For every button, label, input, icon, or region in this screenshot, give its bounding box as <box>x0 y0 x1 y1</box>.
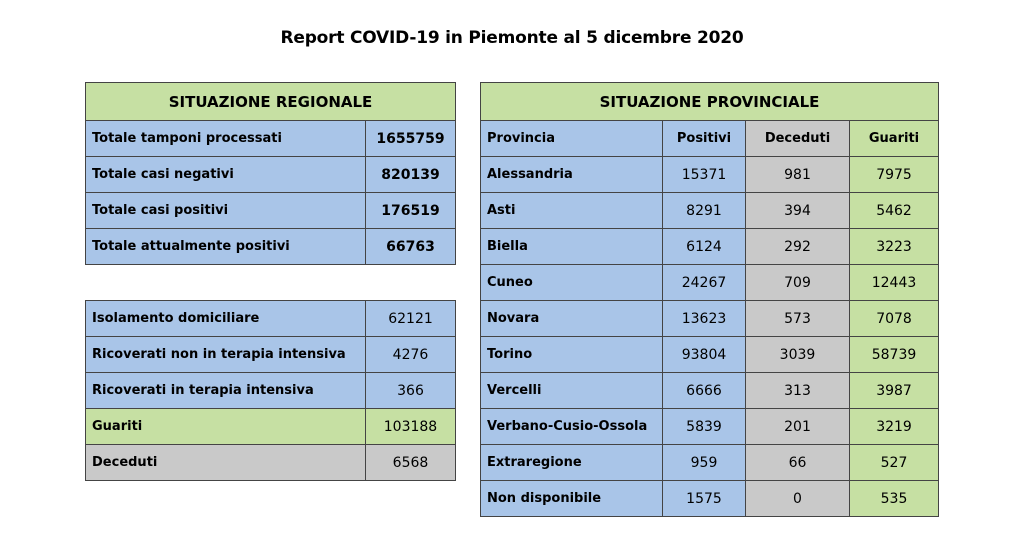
deceduti-value: 981 <box>746 157 850 193</box>
table-row <box>86 373 456 409</box>
breakdown-table <box>85 300 456 481</box>
positivi-value: 6666 <box>663 373 746 409</box>
column-header-provincia: Provincia <box>481 121 663 157</box>
guariti-value: 3987 <box>850 373 939 409</box>
positivi-value: 8291 <box>663 193 746 229</box>
regional-value: 66763 <box>366 229 456 265</box>
regional-value: 1655759 <box>366 121 456 157</box>
table-row <box>86 157 456 193</box>
guariti-value: 7975 <box>850 157 939 193</box>
guariti-value: 535 <box>850 481 939 517</box>
table-row <box>86 337 456 373</box>
regional-label: Totale attualmente positivi <box>86 229 366 265</box>
positivi-value: 13623 <box>663 301 746 337</box>
regional-value: 820139 <box>366 157 456 193</box>
province-name: Verbano-Cusio-Ossola <box>481 409 663 445</box>
breakdown-value: 6568 <box>366 445 456 481</box>
deceduti-value: 0 <box>746 481 850 517</box>
provincial-table <box>480 82 939 517</box>
table-row <box>86 301 456 337</box>
breakdown-value: 366 <box>366 373 456 409</box>
deceduti-value: 313 <box>746 373 850 409</box>
guariti-value: 7078 <box>850 301 939 337</box>
guariti-value: 12443 <box>850 265 939 301</box>
guariti-value: 527 <box>850 445 939 481</box>
regional-label: Totale casi positivi <box>86 193 366 229</box>
breakdown-value: 62121 <box>366 301 456 337</box>
positivi-value: 24267 <box>663 265 746 301</box>
table-row <box>481 337 939 373</box>
deceduti-value: 573 <box>746 301 850 337</box>
deceduti-value: 201 <box>746 409 850 445</box>
positivi-value: 6124 <box>663 229 746 265</box>
province-name: Torino <box>481 337 663 373</box>
positivi-value: 15371 <box>663 157 746 193</box>
regional-label: Totale tamponi processati <box>86 121 366 157</box>
deceduti-value: 3039 <box>746 337 850 373</box>
table-row <box>86 409 456 445</box>
table-row <box>86 445 456 481</box>
breakdown-label: Deceduti <box>86 445 366 481</box>
positivi-value: 959 <box>663 445 746 481</box>
guariti-value: 3223 <box>850 229 939 265</box>
table-row <box>86 229 456 265</box>
provincial-header: SITUAZIONE PROVINCIALE <box>481 83 939 121</box>
column-header-positivi: Positivi <box>663 121 746 157</box>
positivi-value: 93804 <box>663 337 746 373</box>
province-name: Extraregione <box>481 445 663 481</box>
table-row <box>481 373 939 409</box>
province-name: Cuneo <box>481 265 663 301</box>
table-row <box>481 301 939 337</box>
report-title: Report COVID-19 in Piemonte al 5 dicembre 2020 <box>280 28 744 48</box>
table-row <box>86 121 456 157</box>
breakdown-label: Ricoverati in terapia intensiva <box>86 373 366 409</box>
breakdown-label: Guariti <box>86 409 366 445</box>
regional-summary-table <box>85 82 456 265</box>
deceduti-value: 394 <box>746 193 850 229</box>
table-row <box>481 229 939 265</box>
positivi-value: 5839 <box>663 409 746 445</box>
guariti-value: 3219 <box>850 409 939 445</box>
table-row <box>481 157 939 193</box>
regional-value: 176519 <box>366 193 456 229</box>
deceduti-value: 66 <box>746 445 850 481</box>
table-header-row <box>481 121 939 157</box>
table-row <box>481 265 939 301</box>
guariti-value: 58739 <box>850 337 939 373</box>
province-name: Biella <box>481 229 663 265</box>
regional-label: Totale casi negativi <box>86 157 366 193</box>
regional-header: SITUAZIONE REGIONALE <box>86 83 456 121</box>
province-name: Novara <box>481 301 663 337</box>
table-row <box>481 409 939 445</box>
column-header-deceduti: Deceduti <box>746 121 850 157</box>
deceduti-value: 292 <box>746 229 850 265</box>
province-name: Non disponibile <box>481 481 663 517</box>
province-name: Vercelli <box>481 373 663 409</box>
breakdown-label: Ricoverati non in terapia intensiva <box>86 337 366 373</box>
province-name: Alessandria <box>481 157 663 193</box>
deceduti-value: 709 <box>746 265 850 301</box>
breakdown-value: 103188 <box>366 409 456 445</box>
guariti-value: 5462 <box>850 193 939 229</box>
breakdown-label: Isolamento domiciliare <box>86 301 366 337</box>
column-header-guariti: Guariti <box>850 121 939 157</box>
table-row <box>481 193 939 229</box>
breakdown-value: 4276 <box>366 337 456 373</box>
province-name: Asti <box>481 193 663 229</box>
positivi-value: 1575 <box>663 481 746 517</box>
table-row <box>481 445 939 481</box>
table-row <box>481 481 939 517</box>
table-row <box>86 193 456 229</box>
